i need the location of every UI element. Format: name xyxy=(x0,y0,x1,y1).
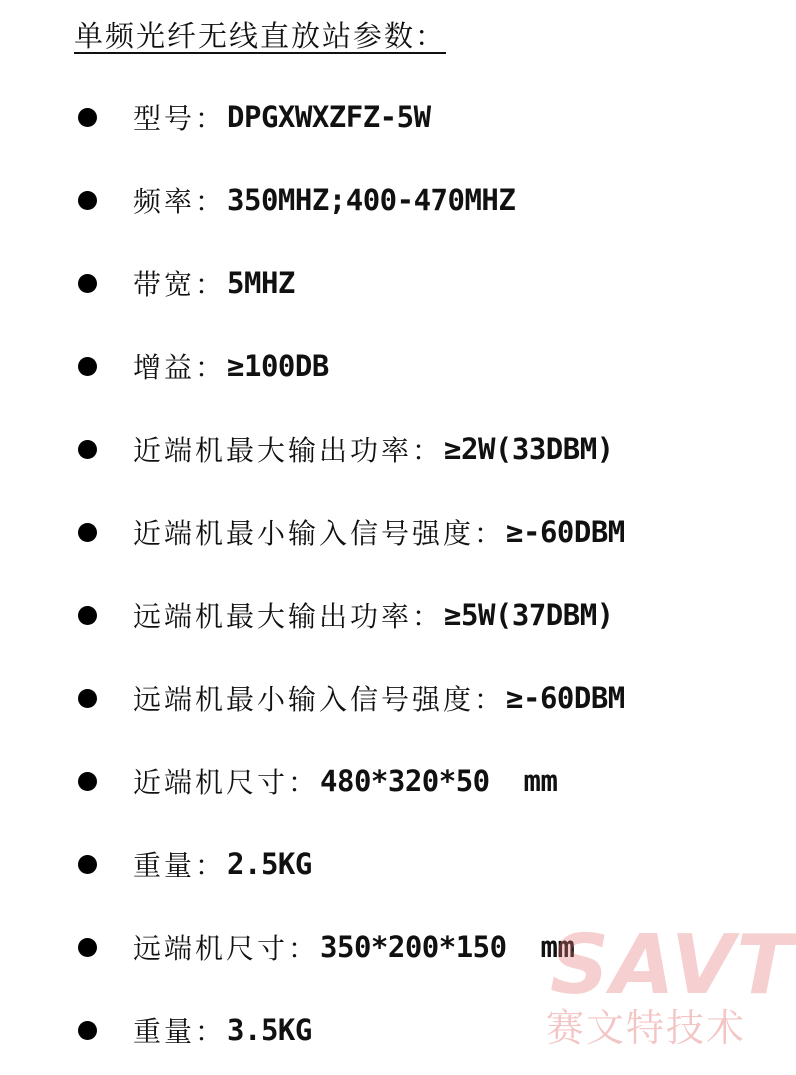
watermark-text: 赛文特技术 xyxy=(546,1006,747,1050)
spec-label: 增益 xyxy=(133,351,196,384)
watermark-logo: SAVT xyxy=(550,918,795,1013)
spec-value: DPGXWXZFZ-5W xyxy=(227,100,431,134)
bullet-dot-icon xyxy=(78,606,97,625)
bullet-dot-icon xyxy=(78,938,97,957)
spec-value: ≥2W(33DBM) xyxy=(444,432,614,466)
spec-separator: ： xyxy=(195,849,224,882)
spec-item-far-size xyxy=(78,922,574,972)
spec-label: 近端机最小输入信号强度 xyxy=(133,517,475,550)
spec-separator: ： xyxy=(412,600,441,633)
bullet-dot-icon xyxy=(78,689,97,708)
spec-label: 型号 xyxy=(133,102,196,135)
spec-item-near-min-input xyxy=(78,507,625,557)
spec-item-far-max-output xyxy=(78,590,614,640)
spec-separator: ： xyxy=(195,268,224,301)
page-title: 单频光纤无线直放站参数： xyxy=(74,19,447,53)
spec-item-far-weight xyxy=(78,1005,312,1055)
spec-value: ≥5W(37DBM) xyxy=(444,598,614,632)
bullet-dot-icon xyxy=(78,523,97,542)
spec-separator: ： xyxy=(195,1015,224,1048)
bullet-dot-icon xyxy=(78,855,97,874)
spec-separator: ： xyxy=(195,351,224,384)
spec-label: 远端机最小输入信号强度 xyxy=(133,683,475,716)
spec-separator: ： xyxy=(288,766,317,799)
spec-item-bandwidth xyxy=(78,258,295,308)
spec-item-frequency xyxy=(78,175,515,225)
spec-value: 3.5KG xyxy=(227,1013,312,1047)
spec-label: 重量 xyxy=(133,1015,196,1048)
bullet-dot-icon xyxy=(78,357,97,376)
spec-value: ≥-60DBM xyxy=(506,681,625,715)
spec-separator: ： xyxy=(195,185,224,218)
spec-value: 480*320*50 mm xyxy=(320,764,558,798)
spec-separator: ： xyxy=(412,434,441,467)
bullet-dot-icon xyxy=(78,1021,97,1040)
bullet-dot-icon xyxy=(78,772,97,791)
bullet-dot-icon xyxy=(78,440,97,459)
spec-value: 5MHZ xyxy=(227,266,295,300)
spec-item-far-min-input xyxy=(78,673,625,723)
spec-label: 远端机尺寸 xyxy=(133,932,289,965)
spec-label: 带宽 xyxy=(133,268,196,301)
spec-item-gain xyxy=(78,341,329,391)
spec-separator: ： xyxy=(195,102,224,135)
spec-value: ≥100DB xyxy=(227,349,329,383)
spec-item-near-size xyxy=(78,756,557,806)
spec-item-near-weight xyxy=(78,839,312,889)
spec-value: 350MHZ;400-470MHZ xyxy=(227,183,516,217)
bullet-dot-icon xyxy=(78,274,97,293)
spec-label: 近端机尺寸 xyxy=(133,766,289,799)
spec-item-near-max-output xyxy=(78,424,614,474)
spec-separator: ： xyxy=(288,932,317,965)
spec-separator: ： xyxy=(474,517,503,550)
spec-value: ≥-60DBM xyxy=(506,515,625,549)
spec-value: 2.5KG xyxy=(227,847,312,881)
spec-separator: ： xyxy=(474,683,503,716)
spec-label: 远端机最大输出功率 xyxy=(133,600,413,633)
bullet-dot-icon xyxy=(78,191,97,210)
spec-label: 近端机最大输出功率 xyxy=(133,434,413,467)
spec-label: 频率 xyxy=(133,185,196,218)
spec-item-model xyxy=(78,92,431,142)
spec-label: 重量 xyxy=(133,849,196,882)
spec-value: 350*200*150 mm xyxy=(320,930,575,964)
bullet-dot-icon xyxy=(78,108,97,127)
